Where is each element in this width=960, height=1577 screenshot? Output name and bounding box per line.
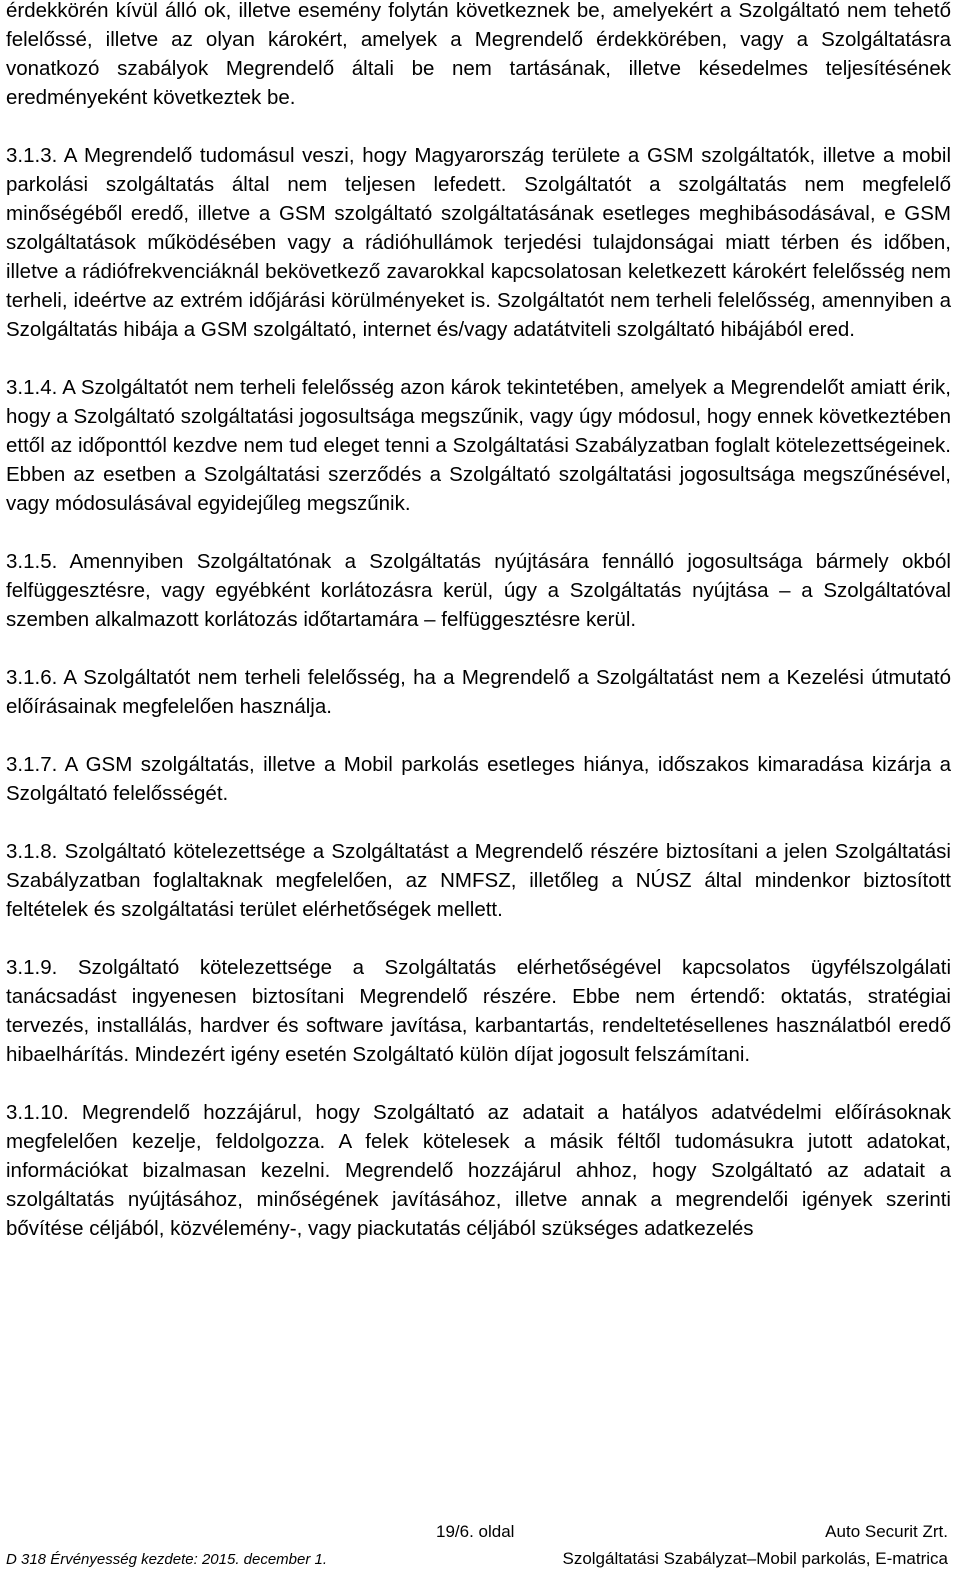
paragraph-3-1-9: 3.1.9. Szolgáltató kötelezettsége a Szolgáltatás elérhetőségével kapcsolatos ügyfélszolgálati tanácsadást ingyenesen biztosítani Megrendelő részére. Ebbe nem értendő: oktatás, stratégiai tervezés, installálás, hardver és software javítása, karbantartás, rendeltetésellenes használatból eredő hibaelhárítás. Mindezért igény esetén Szolgáltató külön díjat jogosult felszámítani. [6,956,951,1066]
paragraph-3-1-10: 3.1.10. Megrendelő hozzájárul, hogy Szolgáltató az adatait a hatályos adatvédelmi előírásoknak megfelelően kezelje, feldolgozza. A felek kötelesek a másik féltől tudomásukra jutott adatokat, információkat bizalmasan kezelni. Megrendelő hozzájárul ahhoz, hogy Szolgáltató az adatait a szolgáltatás nyújtásához, minőségének javításához, illetve annak a megrendelői igények szerinti bővítése céljából, közvélemény-, vagy piackutatás céljából szükséges adatkezelés [6,1101,951,1240]
paragraph-3-1-3: 3.1.3. A Megrendelő tudomásul veszi, hogy Magyarország területe a GSM szolgáltatók, illetve a mobil parkolási szolgáltatás által nem teljesen lefedett. Szolgáltatót a szolgáltatás nem megfelelő minőségéből eredő, illetve a GSM szolgáltató szolgáltatásának esetleges meghibásodásával, e GSM szolgáltatások működésében vagy a rádióhullámok terjedési tulajdonságai miatt térben és időben, illetve a rádiófrekvenciáknál bekövetkező zavarokkal kapcsolatosan keletkezett károkért felelősség nem terheli, ideértve az extrém időjárási körülményeket is. Szolgáltatót nem terheli felelősség, amennyiben a Szolgáltatás hibája a GSM szolgáltató, internet és/vagy adatátviteli szolgáltató hibájából ered. [6,144,951,341]
paragraph-3-1-6: 3.1.6. A Szolgáltatót nem terheli felelősség, ha a Megrendelő a Szolgáltatást nem a Kezelési útmutató előírásainak megfelelően használja. [6,666,951,718]
page-number: 19/6. oldal [436,1522,515,1541]
paragraph-3-1-4: 3.1.4. A Szolgáltatót nem terheli felelősség azon károk tekintetében, amelyek a Megrendelőt amiatt érik, hogy a Szolgáltató szolgáltatási jogosultsága megszűnik, vagy úgy módosul, hogy ennek következtében ettől az időponttól kezdve nem tud eleget tenni a Szolgáltatási Szabályzatban foglalt kötelezettségeinek. Ebben az esetben a Szolgáltatási szerződés a Szolgáltató szolgáltatási jogosultsága megszűnésével, vagy módosulásával egyidejűleg megszűnik. [6,376,951,515]
page-footer [6,1516,951,1574]
paragraph-3-1-5: 3.1.5. Amennyiben Szolgáltatónak a Szolgáltatás nyújtására fennálló jogosultsága bármely okból felfüggesztésre, vagy egyébként korlátozásra kerül, úgy a Szolgáltatás nyújtása – a Szolgáltatóval szemben alkalmazott korlátozás időtartamára – felfüggesztésre kerül. [6,550,951,631]
paragraph-3-1-8: 3.1.8. Szolgáltató kötelezettsége a Szolgáltatást a Megrendelő részére biztosítani a jelen Szolgáltatási Szabályzatban foglaltaknak megfelelően, az NMFSZ, illetőleg a NÚSZ által mindenkor biztosított feltételek és szolgáltatási terület elérhetőségek mellett. [6,840,951,921]
paragraph-continuation: érdekkörén kívül álló ok, illetve esemény folytán következnek be, amelyekért a Szolgáltató nem tehető felelőssé, illetve az olyan károkért, amelyek a Megrendelő érdekkörében, vagy a Szolgáltatásra vonatkozó szabályok Megrendelő általi be nem tartásának, illetve késedelmes teljesítésének eredményeként következtek be. [6,0,951,109]
paragraph-3-1-7: 3.1.7. A GSM szolgáltatás, illetve a Mobil parkolás esetleges hiánya, időszakos kimaradása kizárja a Szolgáltató felelősségét. [6,753,951,805]
document-body [6,0,951,1272]
document-code: D 318 Érvényesség kezdete: 2015. december 1. [6,1551,328,1568]
company-name: Auto Securit Zrt. [825,1522,948,1541]
document-title: Szolgáltatási Szabályzat–Mobil parkolás, E-matrica [562,1549,948,1568]
